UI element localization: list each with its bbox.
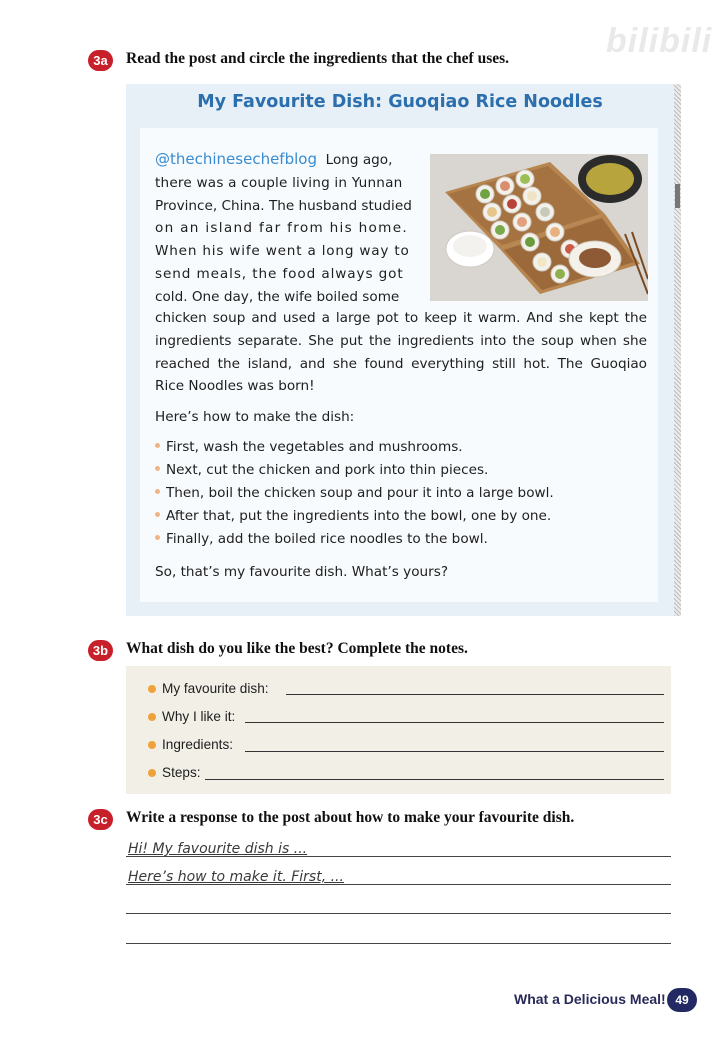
watermark: bilibili — [606, 22, 713, 60]
post-line: Province, China. The husband studied — [155, 197, 412, 214]
post-title: My Favourite Dish: Guoqiao Rice Noodles — [197, 92, 603, 112]
post-line: When his wife went a long way to — [155, 243, 410, 260]
post-line: Long ago, — [325, 152, 393, 168]
bullet-dot — [155, 489, 160, 494]
howto-intro: Here’s how to make the dish: — [155, 409, 355, 425]
blog-handle: @thechinesechefblog — [155, 150, 317, 168]
step-item — [155, 508, 551, 524]
step-item — [155, 485, 554, 501]
post-closing: So, that’s my favourite dish. What’s yours? — [155, 564, 449, 580]
step-item — [155, 462, 488, 478]
step-text: Next, cut the chicken and pork into thin pieces. — [166, 462, 489, 478]
writing-line[interactable] — [126, 884, 671, 885]
post-line: there was a couple living in Yunnan — [155, 174, 403, 191]
instruction-3c: Write a response to the post about how to make your favourite dish. — [126, 809, 575, 826]
note-answer-line[interactable] — [286, 694, 664, 695]
exercise-badge-3c: 3c — [88, 809, 113, 830]
post-line: cold. One day, the wife boiled some — [155, 288, 400, 305]
post-intro-wrapped — [155, 148, 425, 309]
note-ingredients — [148, 737, 233, 752]
noodle-dish-photo — [430, 154, 648, 301]
handwritten-line-2: Here’s how to make it. First, ... — [128, 869, 344, 885]
step-text: First, wash the vegetables and mushrooms. — [166, 439, 463, 455]
bullet-dot — [155, 512, 160, 517]
writing-line[interactable] — [126, 943, 671, 944]
note-label: Steps: — [162, 765, 201, 780]
step-text: Finally, add the boiled rice noodles to the bowl. — [166, 531, 488, 547]
bullet-dot — [148, 769, 156, 777]
note-answer-line[interactable] — [245, 751, 664, 752]
page-number-badge: 49 — [667, 988, 697, 1012]
bullet-dot — [155, 535, 160, 540]
post-scrollbar[interactable] — [674, 84, 681, 616]
note-favourite-dish — [148, 681, 269, 696]
step-item — [155, 531, 488, 547]
note-answer-line[interactable] — [245, 722, 664, 723]
step-text: Then, boil the chicken soup and pour it into a large bowl. — [166, 485, 554, 501]
writing-line[interactable] — [126, 913, 671, 914]
note-label: Why I like it: — [162, 709, 236, 724]
bullet-dot — [155, 466, 160, 471]
post-line: on an island far from his home. — [155, 220, 408, 237]
exercise-badge-3a: 3a — [88, 50, 113, 71]
exercise-badge-3b: 3b — [88, 640, 113, 661]
step-text: After that, put the ingredients into the bowl, one by one. — [166, 508, 552, 524]
unit-title-footer: What a Delicious Meal! — [514, 991, 666, 1007]
instruction-3b: What dish do you like the best? Complete the notes. — [126, 640, 468, 657]
writing-line[interactable] — [126, 856, 671, 857]
post-scrollbar-thumb[interactable] — [675, 184, 680, 208]
bullet-dot — [148, 713, 156, 721]
post-line: Rice Noodles was born! — [155, 378, 315, 394]
note-why-like — [148, 709, 235, 724]
note-steps — [148, 765, 201, 780]
handwritten-line-1: Hi! My favourite dish is ... — [128, 841, 308, 857]
step-item — [155, 439, 463, 455]
bullet-dot — [148, 685, 156, 693]
note-label: Ingredients: — [162, 737, 234, 752]
post-line: chicken soup and used a large pot to keep it warm. And she kept the — [155, 310, 647, 326]
instruction-3a: Read the post and circle the ingredients that the chef uses. — [126, 50, 510, 67]
post-line: send meals, the food always got — [155, 265, 404, 282]
note-label: My favourite dish: — [162, 681, 269, 696]
bullet-dot — [148, 741, 156, 749]
bullet-dot — [155, 443, 160, 448]
post-story-full — [155, 307, 647, 375]
post-line: reached the island, and she found everything still hot. The Guoqiao — [155, 355, 647, 372]
note-answer-line[interactable] — [205, 779, 664, 780]
post-line: ingredients separate. She put the ingredients into the soup when she — [155, 332, 647, 349]
